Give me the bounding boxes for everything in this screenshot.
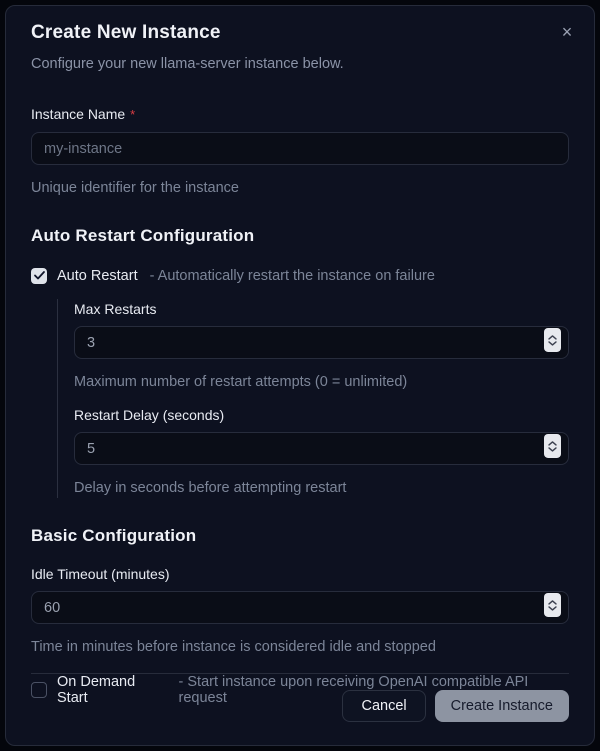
basic-section-heading: Basic Configuration (31, 526, 197, 545)
max-restarts-stepper[interactable] (544, 328, 561, 352)
idle-timeout-help: Time in minutes before instance is considered idle and stopped (31, 639, 436, 655)
chevron-up-icon (548, 334, 557, 339)
chevron-down-icon (548, 446, 557, 451)
max-restarts-help: Maximum number of restart attempts (0 = unlimited) (74, 374, 408, 390)
restart-delay-input[interactable] (74, 432, 569, 465)
chevron-down-icon (548, 605, 557, 610)
on-demand-start-label: On Demand Start (57, 674, 136, 706)
idle-timeout-label: Idle Timeout (minutes) (31, 566, 170, 582)
instance-name-input[interactable] (31, 132, 569, 165)
max-restarts-input[interactable] (74, 326, 569, 359)
cancel-button[interactable]: Cancel (342, 690, 425, 722)
auto-restart-options-block (57, 299, 569, 498)
dialog-header (6, 6, 594, 74)
on-demand-start-description: - Start instance upon receiving OpenAI compatible API request (178, 674, 529, 706)
dialog-subtitle: Configure your new llama-server instance below. (31, 56, 344, 72)
chevron-up-icon (548, 599, 557, 604)
chevron-down-icon (548, 340, 557, 345)
idle-timeout-stepper[interactable] (544, 593, 561, 617)
restart-delay-stepper[interactable] (544, 434, 561, 458)
chevron-up-icon (548, 440, 557, 445)
create-instance-dialog (5, 5, 595, 746)
close-icon[interactable]: × (555, 20, 579, 44)
required-asterisk: * (130, 107, 136, 122)
auto-restart-checkbox[interactable] (31, 268, 47, 284)
dialog-footer (6, 674, 594, 744)
dialog-title: Create New Instance (31, 22, 221, 43)
restart-delay-label: Restart Delay (seconds) (74, 407, 225, 423)
instance-name-help: Unique identifier for the instance (31, 180, 239, 196)
idle-timeout-input[interactable] (31, 591, 569, 624)
create-instance-button[interactable]: Create Instance (435, 690, 569, 722)
auto-restart-description: - Automatically restart the instance on failure (149, 268, 435, 284)
auto-restart-checkbox-row[interactable] (31, 268, 569, 284)
auto-restart-section-heading: Auto Restart Configuration (31, 226, 255, 245)
max-restarts-label: Max Restarts (74, 301, 157, 317)
instance-name-label: Instance Name * (31, 106, 136, 122)
checkmark-icon (34, 268, 45, 284)
restart-delay-help: Delay in seconds before attempting restart (74, 480, 347, 496)
auto-restart-label: Auto Restart (57, 268, 138, 284)
